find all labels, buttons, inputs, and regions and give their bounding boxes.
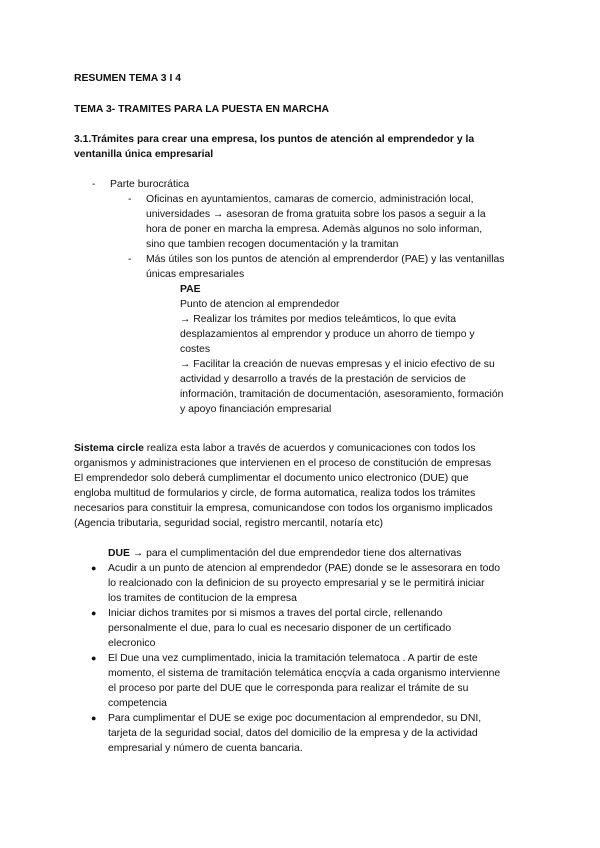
list-dash: - xyxy=(128,194,132,205)
circle-intro: realiza esta labor a través de acuerdos y comunicaciones con todos los xyxy=(143,443,476,454)
text-line: desplazamientos al emprendor y produce un ahorro de tiempo y xyxy=(180,329,475,340)
due-intro xyxy=(108,546,462,561)
text-line: sino que tambien recogen documentación y la tramitan xyxy=(146,239,399,250)
text-line: competencia xyxy=(108,698,167,709)
due-bullet-item xyxy=(108,651,500,711)
bullet-icon: ● xyxy=(91,653,97,663)
text-line: Punto de atencion al emprendedor xyxy=(180,299,340,310)
subsection-line: ventanilla única empresarial xyxy=(74,149,214,160)
document-title: RESUMEN TEMA 3 I 4 xyxy=(74,73,182,84)
text-line: los tramites de contitucion de la empresa xyxy=(108,593,297,604)
text-line: el proceso por parte del DUE que le corresponda para realizar el trámite de su xyxy=(108,683,469,694)
text-line: momento, el sistema de tramitación telemática encçvía a cada organismo intervienne xyxy=(108,668,501,679)
due-term: DUE xyxy=(108,548,130,559)
text-line: elecronico xyxy=(108,638,156,649)
text-line xyxy=(74,441,493,456)
text-line: necesarios para constituir la empresa, comunicandose con todos los organismo implicados xyxy=(74,503,493,514)
text-line: personalmente el due, para lo cual es necesario disponer de un certificado xyxy=(108,623,452,634)
text-line: hora de poner en marcha la empresa. Ademàs algunos no solo informan, xyxy=(146,224,483,235)
list-dash: - xyxy=(92,179,96,190)
list-subitem-oficinas xyxy=(146,192,486,252)
text-line: engloba multitud de formularios y circle, de forma automatica, realiza todos los trámites xyxy=(74,488,476,499)
text-line: (Agencia tributaria, seguridad social, registro mercantil, notaría etc) xyxy=(74,518,383,529)
pae-title: PAE xyxy=(180,284,201,295)
text-line: El emprendedor solo deberá cumplimentar el documento unico electronico (DUE) que xyxy=(74,473,469,484)
text-line: tarjeta de la seguridad social, datos del domicilio de la empresa y de la actividad xyxy=(108,728,478,739)
text-line: Acudir a un punto de atencion al emprendedor (PAE) donde se le assesorara en todo xyxy=(108,563,501,574)
bullet-icon: ● xyxy=(91,713,97,723)
text-line: costes xyxy=(180,344,211,355)
text-line: Iniciar dichos tramites por si mismos a traves del portal circle, rellenando xyxy=(108,608,443,619)
bullet-icon: ● xyxy=(91,608,97,618)
section-heading: TEMA 3- TRAMITES PARA LA PUESTA EN MARCHA xyxy=(74,104,329,115)
list-subitem-pae xyxy=(146,252,504,282)
due-bullet-item xyxy=(108,711,481,756)
circle-paragraph xyxy=(74,441,493,531)
subsection-line: 3.1.Trámites para crear una empresa, los puntos de atención al emprendedor y la xyxy=(74,134,475,145)
text-line: organismos y administraciones que intervienen en el proceso de constitución de empresas xyxy=(74,458,492,469)
text-line: Más útiles son los puntos de atención al emprenderdor (PAE) y las ventanillas xyxy=(146,254,505,265)
text-line: → Facilitar la creación de nuevas empresas y el inicio efectivo de su xyxy=(180,359,495,370)
bullet-icon: ● xyxy=(91,563,97,573)
text-line: Para cumplimentar el DUE se exige poc documentacion al emprendedor, su DNI, xyxy=(108,713,482,724)
list-item-burocratica: Parte burocrática xyxy=(110,179,190,190)
text-line: Oficinas en ayuntamientos, camaras de comercio, administración local, xyxy=(146,194,474,205)
subsection-heading xyxy=(74,132,474,162)
text-line: empresarial y número de cuenta bancaria. xyxy=(108,743,303,754)
due-bullet-item xyxy=(108,561,500,606)
text-line: información, tramitación de documentación, asesoramiento, formación xyxy=(180,389,504,400)
text-line: → Realizar los trámites por medios teleámticos, lo que evita xyxy=(180,314,457,325)
text-line: El Due una vez cumplimentado, inicia la tramitación telematoca . A partir de este xyxy=(108,653,478,664)
text-line: únicas empresariales xyxy=(146,269,245,280)
pae-block xyxy=(180,282,503,417)
text-line: y apoyo financiación empresarial xyxy=(180,404,332,415)
circle-term: Sistema circle xyxy=(74,443,144,454)
due-bullet-item xyxy=(108,606,451,651)
text-line: actividad y desarrollo a través de la prestación de servicios de xyxy=(180,374,466,385)
text-line: lo realcionado con la definicion de su proyecto empresarial y se le permitirá iniciar xyxy=(108,578,485,589)
text-line: universidades → asesoran de froma gratuita sobre los pasos a seguir a la xyxy=(146,209,486,220)
due-intro-text: → para el cumplimentación del due emprendedor tiene dos alternativas xyxy=(129,548,462,559)
list-dash: - xyxy=(128,254,132,265)
